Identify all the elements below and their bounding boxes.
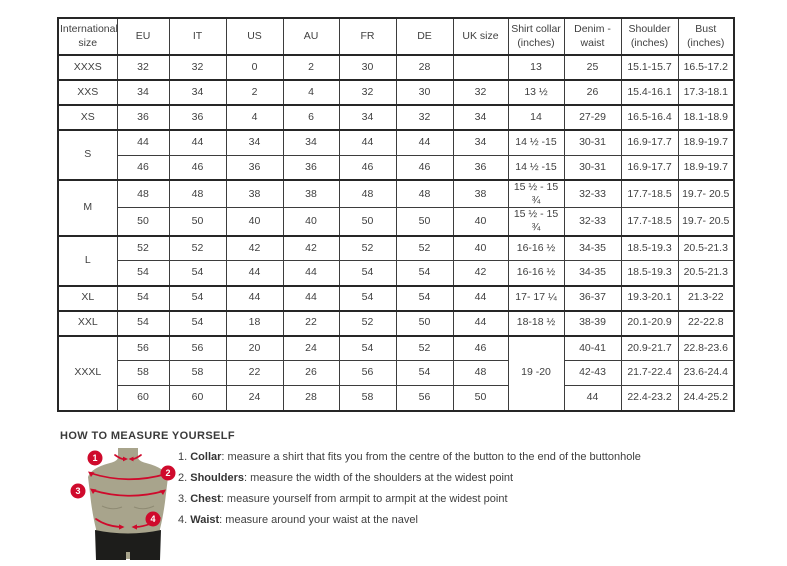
table-cell: 40: [453, 208, 508, 236]
table-header-cell: International size: [58, 18, 117, 55]
table-cell: 15.4-16.1: [621, 80, 678, 105]
table-cell: 42: [226, 236, 283, 261]
item-text: : measure yourself from armpit to armpit at the widest point: [220, 493, 508, 505]
table-cell: 24: [226, 386, 283, 411]
table-cell: 34-35: [564, 236, 621, 261]
table-cell: 19.7- 20.5: [678, 208, 734, 236]
table-cell: 13: [508, 55, 564, 80]
table-cell: 34: [283, 130, 339, 155]
table-cell: 54: [339, 261, 396, 286]
table-cell: 46: [396, 155, 453, 180]
table-row: [58, 80, 734, 105]
table-cell: 18-18 ½: [508, 311, 564, 336]
table-cell: 38: [283, 180, 339, 208]
table-cell: 44: [564, 386, 621, 411]
table-row: [58, 130, 734, 155]
table-cell: 34: [453, 130, 508, 155]
measure-figure: [64, 446, 194, 566]
table-cell: 22.4-23.2: [621, 386, 678, 411]
table-cell: 38-39: [564, 311, 621, 336]
table-cell: 22-22.8: [678, 311, 734, 336]
table-row: [58, 155, 734, 180]
table-header: [58, 18, 734, 55]
table-cell: 44: [339, 130, 396, 155]
table-cell: [453, 55, 508, 80]
table-cell: 15.1-15.7: [621, 55, 678, 80]
size-group-cell: XL: [58, 286, 117, 311]
item-number: 3.: [178, 493, 191, 505]
table-cell: 34-35: [564, 261, 621, 286]
table-header-cell: Denim - waist: [564, 18, 621, 55]
table-cell: 36: [169, 105, 226, 130]
table-row: [58, 361, 734, 386]
table-cell: 32-33: [564, 180, 621, 208]
table-cell: 46: [169, 155, 226, 180]
table-cell: 18.1-18.9: [678, 105, 734, 130]
table-cell: 32: [453, 80, 508, 105]
table-cell: 18.9-19.7: [678, 130, 734, 155]
table-cell: 48: [453, 361, 508, 386]
table-cell: 22.8-23.6: [678, 336, 734, 361]
table-cell: 30: [339, 55, 396, 80]
table-cell: 56: [339, 361, 396, 386]
table-cell: 34: [339, 105, 396, 130]
table-cell: 20.1-20.9: [621, 311, 678, 336]
table-cell: 26: [283, 361, 339, 386]
table-cell: 20.9-21.7: [621, 336, 678, 361]
measure-instructions-list: [178, 447, 641, 531]
table-cell: 32: [339, 80, 396, 105]
table-cell: 23.6-24.4: [678, 361, 734, 386]
table-header-cell: EU: [117, 18, 169, 55]
marker-chest: [71, 484, 86, 499]
table-cell: 32-33: [564, 208, 621, 236]
table-body: [58, 55, 734, 411]
table-cell: 40: [283, 208, 339, 236]
item-number: 1.: [178, 451, 191, 463]
table-cell: 24.4-25.2: [678, 386, 734, 411]
table-cell: 16.5-16.4: [621, 105, 678, 130]
table-cell: 30: [396, 80, 453, 105]
table-cell: 20.5-21.3: [678, 236, 734, 261]
table-cell: 21.7-22.4: [621, 361, 678, 386]
marker-waist: [146, 512, 161, 527]
table-row: [58, 236, 734, 261]
table-cell: 44: [117, 130, 169, 155]
table-header-cell: Bust (inches): [678, 18, 734, 55]
table-cell: 0: [226, 55, 283, 80]
svg-text:1: 1: [92, 453, 98, 464]
size-group-cell: XXL: [58, 311, 117, 336]
table-cell: 48: [396, 180, 453, 208]
table-cell: 17.7-18.5: [621, 208, 678, 236]
item-label: Waist: [190, 514, 220, 526]
item-text: : measure a shirt that fits you from the centre of the button to the end of the buttonhole: [221, 451, 641, 463]
table-cell: 19.7- 20.5: [678, 180, 734, 208]
measure-item: [178, 447, 641, 468]
table-cell: 58: [339, 386, 396, 411]
table-row: [58, 311, 734, 336]
table-cell: 58: [169, 361, 226, 386]
table-cell: 52: [396, 236, 453, 261]
table-cell: 34: [117, 80, 169, 105]
table-cell: 17.3-18.1: [678, 80, 734, 105]
table-cell: 54: [169, 261, 226, 286]
table-cell: 42: [283, 236, 339, 261]
table-cell: 42-43: [564, 361, 621, 386]
table-cell: 2: [226, 80, 283, 105]
table-cell: 44: [226, 286, 283, 311]
table-cell: 44: [453, 311, 508, 336]
table-cell: 46: [117, 155, 169, 180]
table-cell: 50: [339, 208, 396, 236]
table-cell: 54: [396, 286, 453, 311]
table-cell: 34: [226, 130, 283, 155]
size-group-cell: XXXS: [58, 55, 117, 80]
table-row: [58, 336, 734, 361]
table-cell: 52: [117, 236, 169, 261]
measure-item: [178, 468, 641, 489]
table-cell: 36: [283, 155, 339, 180]
measure-section-title: HOW TO MEASURE YOURSELF: [60, 430, 236, 442]
table-cell: 32: [117, 55, 169, 80]
table-cell: 56: [169, 336, 226, 361]
table-cell: 15 ½ - 15 ¾: [508, 208, 564, 236]
table-cell: 19.3-20.1: [621, 286, 678, 311]
table-cell: 18.9-19.7: [678, 155, 734, 180]
svg-text:3: 3: [75, 486, 81, 497]
table-cell: 14 ½ -15: [508, 155, 564, 180]
svg-text:4: 4: [150, 514, 156, 525]
table-cell: 52: [339, 236, 396, 261]
item-number: 2.: [178, 472, 191, 484]
table-cell: 18: [226, 311, 283, 336]
table-cell: 44: [453, 286, 508, 311]
table-cell: 20.5-21.3: [678, 261, 734, 286]
table-header-cell: Shoulder (inches): [621, 18, 678, 55]
table-cell: 50: [453, 386, 508, 411]
item-text: : measure around your waist at the navel: [219, 514, 418, 526]
table-cell: 38: [226, 180, 283, 208]
table-cell: 50: [396, 311, 453, 336]
table-cell: 56: [396, 386, 453, 411]
table-cell: 24: [283, 336, 339, 361]
table-cell: 18.5-19.3: [621, 236, 678, 261]
table-cell: 20: [226, 336, 283, 361]
table-cell: 4: [283, 80, 339, 105]
table-cell: 44: [283, 286, 339, 311]
item-label: Collar: [190, 451, 222, 463]
table-cell: 34: [169, 80, 226, 105]
table-cell: 15 ½ - 15 ¾: [508, 180, 564, 208]
item-label: Chest: [190, 493, 221, 505]
table-header-cell: FR: [339, 18, 396, 55]
measure-item: [178, 510, 641, 531]
table-cell: 13 ½: [508, 80, 564, 105]
table-cell: 36: [226, 155, 283, 180]
table-cell: 54: [117, 311, 169, 336]
table-cell: 46: [339, 155, 396, 180]
table-cell: 4: [226, 105, 283, 130]
table-cell: 46: [453, 336, 508, 361]
table-cell: 36: [453, 155, 508, 180]
table-cell: 42: [453, 261, 508, 286]
table-cell: 52: [339, 311, 396, 336]
table-cell: 18.5-19.3: [621, 261, 678, 286]
table-cell: 16-16 ½: [508, 236, 564, 261]
table-cell: 16.9-17.7: [621, 130, 678, 155]
table-row: [58, 105, 734, 130]
table-cell: 16.5-17.2: [678, 55, 734, 80]
table-cell: 19 -20: [508, 336, 564, 411]
table-cell: 54: [339, 286, 396, 311]
size-group-cell: XS: [58, 105, 117, 130]
table-row: [58, 180, 734, 208]
table-cell: 36: [117, 105, 169, 130]
table-cell: 28: [396, 55, 453, 80]
table-cell: 2: [283, 55, 339, 80]
table-cell: 54: [117, 286, 169, 311]
torso-figure-svg: [64, 446, 194, 566]
size-chart-table: [57, 17, 735, 412]
size-group-cell: XXXL: [58, 336, 117, 411]
table-row: [58, 286, 734, 311]
table-cell: 30-31: [564, 130, 621, 155]
table-header-cell: UK size: [453, 18, 508, 55]
size-group-cell: XXS: [58, 80, 117, 105]
table-cell: 58: [117, 361, 169, 386]
table-cell: 50: [117, 208, 169, 236]
size-group-cell: L: [58, 236, 117, 286]
table-header-row: [58, 18, 734, 55]
table-cell: 54: [169, 311, 226, 336]
table-cell: 14: [508, 105, 564, 130]
table-cell: 54: [117, 261, 169, 286]
marker-collar: [88, 451, 103, 466]
table-cell: 34: [453, 105, 508, 130]
table-header-cell: AU: [283, 18, 339, 55]
table-cell: 26: [564, 80, 621, 105]
table-cell: 17- 17 ¼: [508, 286, 564, 311]
table-cell: 52: [396, 336, 453, 361]
table-cell: 44: [226, 261, 283, 286]
table-cell: 16-16 ½: [508, 261, 564, 286]
table-cell: 32: [396, 105, 453, 130]
table-row: [58, 208, 734, 236]
table-cell: 54: [339, 336, 396, 361]
table-row: [58, 386, 734, 411]
table-cell: 60: [117, 386, 169, 411]
table-cell: 30-31: [564, 155, 621, 180]
table-cell: 22: [226, 361, 283, 386]
table-cell: 44: [169, 130, 226, 155]
table-header-cell: US: [226, 18, 283, 55]
table-header-cell: IT: [169, 18, 226, 55]
table-header-cell: DE: [396, 18, 453, 55]
size-group-cell: M: [58, 180, 117, 236]
table-cell: 60: [169, 386, 226, 411]
table-cell: 40: [226, 208, 283, 236]
svg-text:2: 2: [165, 468, 171, 479]
table-row: [58, 55, 734, 80]
table-cell: 48: [339, 180, 396, 208]
table-cell: 54: [169, 286, 226, 311]
table-cell: 22: [283, 311, 339, 336]
table-cell: 14 ½ -15: [508, 130, 564, 155]
item-number: 4.: [178, 514, 191, 526]
table-row: [58, 261, 734, 286]
table-cell: 48: [117, 180, 169, 208]
table-cell: 56: [117, 336, 169, 361]
table-cell: 48: [169, 180, 226, 208]
table-cell: 54: [396, 261, 453, 286]
size-group-cell: S: [58, 130, 117, 180]
table-cell: 16.9-17.7: [621, 155, 678, 180]
table-cell: 40: [453, 236, 508, 261]
table-cell: 27-29: [564, 105, 621, 130]
table-cell: 36-37: [564, 286, 621, 311]
table-cell: 44: [283, 261, 339, 286]
item-text: : measure the width of the shoulders at the widest point: [244, 472, 514, 484]
table-cell: 54: [396, 361, 453, 386]
table-cell: 32: [169, 55, 226, 80]
item-label: Shoulders: [190, 472, 245, 484]
table-cell: 21.3-22: [678, 286, 734, 311]
table-cell: 25: [564, 55, 621, 80]
table-cell: 38: [453, 180, 508, 208]
table-cell: 28: [283, 386, 339, 411]
table-cell: 17.7-18.5: [621, 180, 678, 208]
table-cell: 52: [169, 236, 226, 261]
measure-item: [178, 489, 641, 510]
table-cell: 40-41: [564, 336, 621, 361]
table-cell: 50: [396, 208, 453, 236]
marker-shoulders: [161, 466, 176, 481]
table-header-cell: Shirt collar (inches): [508, 18, 564, 55]
table-cell: 6: [283, 105, 339, 130]
table-cell: 44: [396, 130, 453, 155]
table-cell: 50: [169, 208, 226, 236]
